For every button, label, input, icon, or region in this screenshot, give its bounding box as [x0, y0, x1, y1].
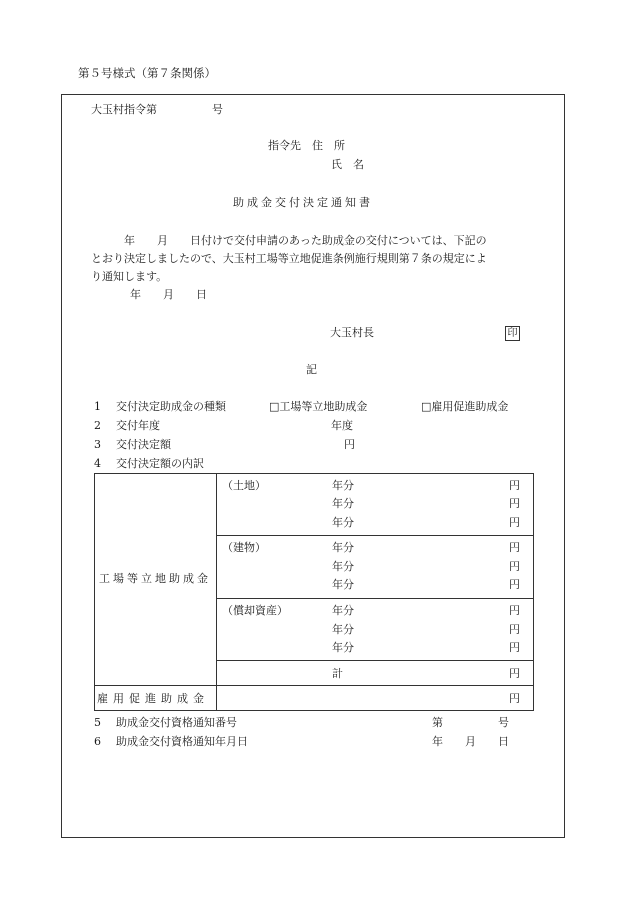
- item-2-number: 2: [94, 419, 101, 432]
- yen-label: 円: [509, 541, 520, 554]
- checkbox-employment: □雇用促進助成金: [421, 400, 509, 413]
- section-building-label: （建物）: [222, 541, 266, 554]
- item-5-value: 第 号: [432, 716, 509, 729]
- item-5-number: 5: [94, 716, 101, 729]
- total-label: 計: [332, 667, 343, 680]
- year-label: 年分: [332, 623, 354, 636]
- yen-label: 円: [509, 578, 520, 591]
- yen-label: 円: [509, 560, 520, 573]
- item-4-label: 交付決定額の内訳: [116, 457, 204, 470]
- item-3-number: 3: [94, 438, 101, 451]
- item-6-number: 6: [94, 735, 101, 748]
- employment-subsidy-label: 雇用促進助成金: [97, 692, 209, 705]
- year-label: 年分: [332, 560, 354, 573]
- recipient-address: 指令先 住 所: [268, 139, 345, 152]
- section-divider-1: [216, 535, 534, 536]
- yen-label: 円: [509, 623, 520, 636]
- document-title: 助成金交付決定通知書: [233, 196, 373, 209]
- breakdown-table: [94, 473, 534, 711]
- item-2-label: 交付年度: [116, 419, 160, 432]
- factory-subsidy-label: 工場等立地助成金: [99, 572, 211, 585]
- section-divider-3: [216, 660, 534, 661]
- yen-label: 円: [509, 497, 520, 510]
- item-6-value: 年 月 日: [432, 735, 509, 748]
- section-assets-label: （償却資産）: [222, 604, 288, 617]
- note-heading: 記: [306, 363, 317, 376]
- yen-label: 円: [509, 604, 520, 617]
- item-5-label: 助成金交付資格通知番号: [116, 716, 237, 729]
- yen-label: 円: [509, 641, 520, 654]
- item-6-label: 助成金交付資格通知年月日: [116, 735, 248, 748]
- item-4-number: 4: [94, 457, 101, 470]
- section-divider-2: [216, 598, 534, 599]
- year-label: 年分: [332, 479, 354, 492]
- item-1-number: 1: [94, 400, 101, 413]
- checkbox-factory: □工場等立地助成金: [269, 400, 368, 413]
- employment-row-divider: [94, 685, 534, 686]
- body-line-1: 年 月 日付けで交付申請のあった助成金の交付については、下記の: [91, 234, 487, 247]
- notice-date: 年 月 日: [130, 288, 207, 301]
- total-yen-label: 円: [509, 667, 520, 680]
- year-label: 年分: [332, 578, 354, 591]
- body-line-2: とおり決定しましたので、大玉村工場等立地促進条例施行規則第７条の規定によ: [91, 252, 487, 265]
- fiscal-year-unit: 年度: [331, 419, 353, 432]
- amount-unit: 円: [344, 438, 355, 451]
- recipient-name: 氏 名: [331, 158, 364, 171]
- employment-yen-label: 円: [509, 692, 520, 705]
- year-label: 年分: [332, 541, 354, 554]
- form-number: 第５号様式（第７条関係）: [78, 66, 216, 80]
- item-3-label: 交付決定額: [116, 438, 171, 451]
- directive-number: 大玉村指令第 号: [91, 103, 223, 116]
- yen-label: 円: [509, 516, 520, 529]
- mayor-title: 大玉村長: [330, 326, 374, 339]
- section-land-label: （土地）: [222, 479, 266, 492]
- seal-mark: 印: [505, 326, 520, 341]
- year-label: 年分: [332, 516, 354, 529]
- body-line-3: り通知します。: [91, 270, 168, 283]
- item-1-label: 交付決定助成金の種類: [116, 400, 226, 413]
- table-column-divider: [216, 473, 217, 711]
- year-label: 年分: [332, 497, 354, 510]
- year-label: 年分: [332, 604, 354, 617]
- year-label: 年分: [332, 641, 354, 654]
- yen-label: 円: [509, 479, 520, 492]
